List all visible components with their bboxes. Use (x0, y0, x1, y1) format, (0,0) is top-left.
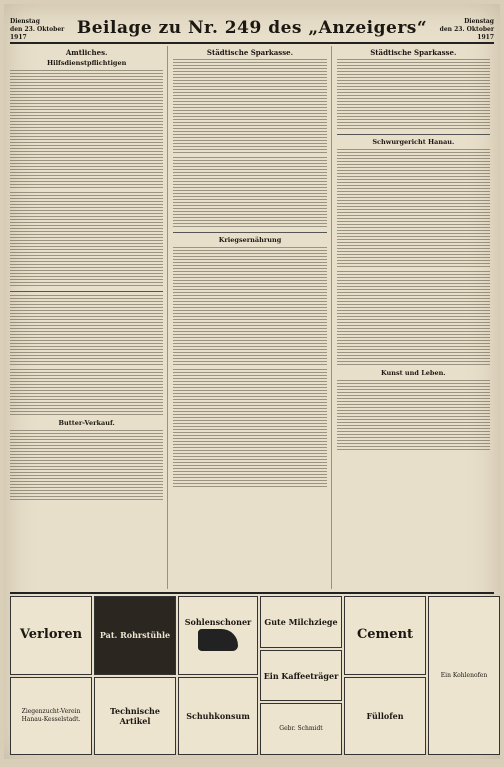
masthead-right-date: den 23. Oktober 1917 (439, 26, 494, 41)
column-1-subheading-2: Butter-Verkauf. (58, 419, 115, 427)
ad-brothers-text: Gebr. Schmidt (279, 725, 323, 733)
ad-stack-3 (178, 596, 258, 755)
article-text (10, 369, 163, 417)
column-3-heading: Städtische Sparkasse. (370, 48, 457, 57)
article-text (10, 192, 163, 288)
column-2-subheading: Kriegsernährung (218, 236, 282, 244)
ad-chairs (94, 596, 176, 675)
masthead-right (427, 18, 494, 42)
ad-stack-2 (94, 596, 176, 755)
ad-coal-oven-text: Ein Kohlenofen (440, 671, 488, 679)
ad-coffee (260, 650, 342, 702)
ad-stack-5 (344, 596, 426, 755)
masthead-left-day: Dienstag (10, 18, 40, 25)
ad-brothers (260, 703, 342, 755)
ad-goat-club (10, 677, 92, 756)
column-2-heading: Städtische Sparkasse. (206, 48, 294, 57)
ad-stove-title: Füllofen (366, 710, 404, 721)
column-2 (173, 46, 331, 589)
ad-stack-1 (10, 596, 92, 755)
article-text (337, 380, 490, 452)
column-3-subheading-2: Kunst und Leben. (381, 369, 446, 377)
ad-goat-club-text: Ziegenzucht-Verein Hanau-Kesselstadt. (21, 707, 81, 723)
column-1-heading: Amtliches. (65, 48, 108, 57)
article-text (10, 70, 163, 190)
ad-coffee-title: Ein Kaffeeträger (263, 670, 339, 681)
article-text (173, 59, 326, 155)
ad-shoe-store (178, 677, 258, 756)
ad-cement-title: Cement (356, 627, 414, 643)
divider (337, 134, 490, 135)
ad-goat (260, 596, 342, 648)
ad-technical-title: Technische Artikel (110, 705, 160, 726)
ad-goat-title: Gute Milchziege (264, 616, 338, 627)
ad-shoe-store-title: Schuhkonsum (186, 710, 250, 721)
divider (173, 232, 326, 233)
article-text (10, 430, 163, 502)
newspaper-page (4, 4, 500, 759)
shoe-icon (198, 629, 238, 651)
article-text (10, 295, 163, 367)
article-text (337, 271, 490, 367)
article-text (173, 369, 326, 489)
column-1-subheading: Hilfsdienstpflichtigen (46, 59, 127, 67)
column-1 (10, 46, 168, 589)
column-3-subheading: Schwurgericht Hanau. (372, 138, 455, 146)
ad-cement (344, 596, 426, 675)
article-text (173, 157, 326, 229)
article-text (337, 149, 490, 269)
masthead-right-day: Dienstag (464, 18, 494, 25)
article-columns (10, 46, 494, 589)
masthead-left-date: den 23. Oktober 1917 (10, 26, 65, 41)
ad-stove (344, 677, 426, 756)
ad-stack-4 (260, 596, 342, 755)
masthead-left (10, 18, 77, 42)
supplement-title: Beilage zu Nr. 249 des „Anzeigers“ (76, 18, 428, 38)
ad-lost-title: Verloren (19, 627, 83, 643)
masthead (10, 8, 494, 44)
article-text (337, 59, 490, 131)
ad-coal-oven (428, 596, 500, 755)
ad-lost (10, 596, 92, 675)
ad-stack-6 (428, 596, 500, 755)
ad-sole-savers (178, 596, 258, 675)
divider (10, 291, 163, 292)
ad-sole-savers-title: Sohlenschoner (184, 617, 252, 628)
column-3 (337, 46, 494, 589)
ad-chairs-title: Pat. Rohrstühle (99, 630, 171, 641)
advertisement-section (10, 592, 494, 755)
ad-technical (94, 677, 176, 756)
article-text (173, 247, 326, 367)
